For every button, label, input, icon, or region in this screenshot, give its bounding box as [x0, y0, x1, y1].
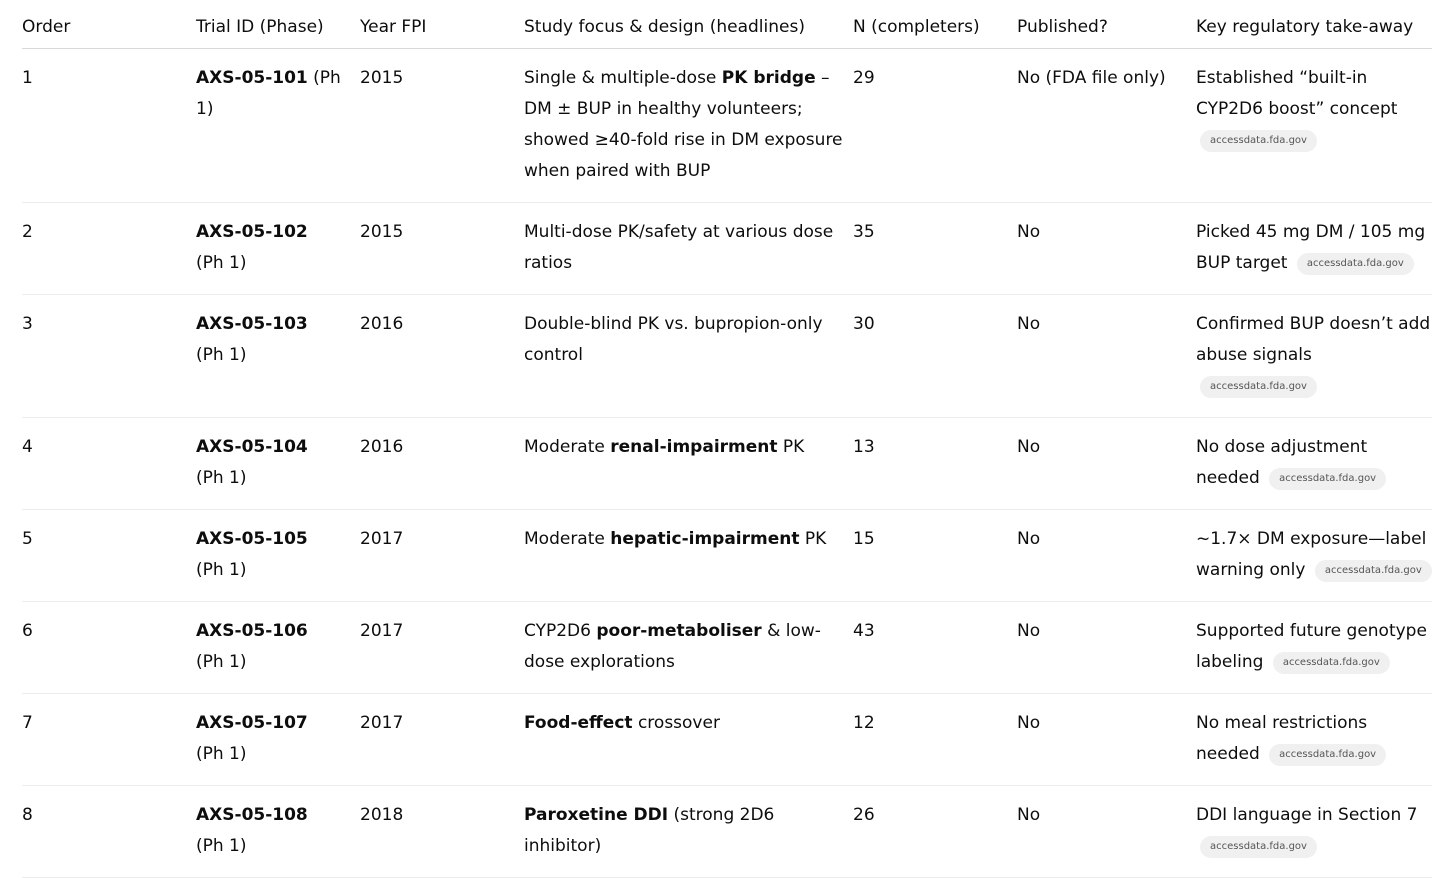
focus-highlight: renal-impairment [610, 436, 778, 457]
order-cell: 6 [22, 601, 196, 693]
trial-id-cell [196, 693, 360, 785]
table-body [22, 48, 1432, 877]
year-cell: 2018 [360, 785, 524, 877]
year-cell: 2017 [360, 693, 524, 785]
focus-text: CYP2D6 [524, 620, 597, 641]
trial-id-cell [196, 601, 360, 693]
trial-phase: (Ph 1) [196, 344, 247, 365]
year-cell: 2016 [360, 294, 524, 417]
order-cell: 8 [22, 785, 196, 877]
source-citation-chip[interactable]: accessdata.fda.gov [1200, 376, 1317, 398]
n-cell: 29 [853, 48, 1017, 202]
focus-text-tail: PK [799, 528, 827, 549]
focus-cell [524, 601, 853, 693]
order-cell: 5 [22, 509, 196, 601]
trial-phase: (Ph 1) [196, 252, 247, 273]
source-citation-chip[interactable]: accessdata.fda.gov [1297, 253, 1414, 275]
regulatory-cell [1196, 294, 1432, 417]
trial-id: AXS-05-106 [196, 620, 308, 641]
trial-id-cell [196, 509, 360, 601]
trial-phase: (Ph 1) [196, 467, 247, 488]
regulatory-text: Supported future genotype labeling [1196, 620, 1427, 672]
focus-text: Moderate [524, 436, 611, 457]
focus-text: Multi-dose PK/safety at various dose ratios [524, 221, 834, 273]
focus-text-tail: PK [777, 436, 805, 457]
regulatory-text: DDI language in Section 7 [1196, 804, 1418, 825]
order-cell: 4 [22, 417, 196, 509]
published-cell: No (FDA file only) [1017, 48, 1196, 202]
published-cell: No [1017, 509, 1196, 601]
regulatory-cell [1196, 785, 1432, 877]
focus-highlight: Paroxetine DDI [524, 804, 669, 825]
n-cell: 35 [853, 202, 1017, 294]
year-cell: 2017 [360, 601, 524, 693]
source-citation-chip[interactable]: accessdata.fda.gov [1200, 836, 1317, 858]
published-cell: No [1017, 785, 1196, 877]
trial-id-cell [196, 785, 360, 877]
focus-text-tail: crossover [632, 712, 720, 733]
focus-text: Double-blind PK vs. bupropion-only control [524, 313, 823, 365]
year-cell: 2017 [360, 509, 524, 601]
trial-id: AXS-05-108 [196, 804, 308, 825]
trial-id: AXS-05-103 [196, 313, 308, 334]
year-cell: 2015 [360, 202, 524, 294]
regulatory-text: Confirmed BUP doesn’t add abuse signals [1196, 313, 1431, 365]
published-cell: No [1017, 601, 1196, 693]
trial-id: AXS-05-101 [196, 67, 308, 88]
trial-id: AXS-05-102 [196, 221, 308, 242]
regulatory-cell [1196, 509, 1432, 601]
published-cell: No [1017, 202, 1196, 294]
regulatory-text: No meal restrictions needed [1196, 712, 1368, 764]
header-trial-id: Trial ID (Phase) [196, 0, 360, 48]
trial-phase: (Ph 1) [196, 743, 247, 764]
order-cell: 3 [22, 294, 196, 417]
focus-text-tail: & low-dose explorations [524, 620, 821, 672]
table-row [22, 48, 1432, 202]
regulatory-text: No dose adjustment needed [1196, 436, 1368, 488]
table-row [22, 601, 1432, 693]
source-citation-chip[interactable]: accessdata.fda.gov [1269, 468, 1386, 490]
regulatory-text: Established “built-in CYP2D6 boost” concept [1196, 67, 1398, 119]
n-cell: 12 [853, 693, 1017, 785]
n-cell: 26 [853, 785, 1017, 877]
regulatory-text: ~1.7× DM exposure—label warning only [1196, 528, 1427, 580]
focus-highlight: poor-metaboliser [596, 620, 762, 641]
focus-cell [524, 693, 853, 785]
trial-id: AXS-05-104 [196, 436, 308, 457]
source-citation-chip[interactable]: accessdata.fda.gov [1200, 130, 1317, 152]
header-focus: Study focus & design (headlines) [524, 0, 853, 48]
focus-highlight: hepatic-impairment [610, 528, 800, 549]
trials-table [22, 0, 1432, 878]
n-cell: 43 [853, 601, 1017, 693]
table-header [22, 0, 1432, 48]
focus-cell [524, 785, 853, 877]
focus-cell [524, 417, 853, 509]
order-cell: 2 [22, 202, 196, 294]
n-cell: 30 [853, 294, 1017, 417]
focus-cell [524, 48, 853, 202]
regulatory-cell [1196, 202, 1432, 294]
header-order: Order [22, 0, 196, 48]
header-regulatory: Key regulatory take-away [1196, 0, 1432, 48]
n-cell: 13 [853, 417, 1017, 509]
table-row [22, 202, 1432, 294]
published-cell: No [1017, 294, 1196, 417]
header-row [22, 0, 1432, 48]
published-cell: No [1017, 693, 1196, 785]
source-citation-chip[interactable]: accessdata.fda.gov [1273, 652, 1390, 674]
year-cell: 2016 [360, 417, 524, 509]
regulatory-text: Picked 45 mg DM / 105 mg BUP target [1196, 221, 1426, 273]
n-cell: 15 [853, 509, 1017, 601]
trial-phase: (Ph 1) [196, 67, 341, 119]
focus-highlight: PK bridge [721, 67, 816, 88]
trial-phase: (Ph 1) [196, 651, 247, 672]
trial-phase: (Ph 1) [196, 835, 247, 856]
focus-cell [524, 202, 853, 294]
table-row [22, 417, 1432, 509]
regulatory-cell [1196, 693, 1432, 785]
header-year: Year FPI [360, 0, 524, 48]
published-cell: No [1017, 417, 1196, 509]
header-n: N (completers) [853, 0, 1017, 48]
table-row [22, 294, 1432, 417]
table-row [22, 509, 1432, 601]
order-cell: 7 [22, 693, 196, 785]
trial-id-cell [196, 48, 360, 202]
focus-highlight: Food-effect [524, 712, 633, 733]
trial-id-cell [196, 417, 360, 509]
year-cell: 2015 [360, 48, 524, 202]
focus-cell [524, 509, 853, 601]
focus-text-tail: (strong 2D6 inhibitor) [524, 804, 775, 856]
source-citation-chip[interactable]: accessdata.fda.gov [1269, 744, 1386, 766]
trial-id: AXS-05-105 [196, 528, 308, 549]
source-citation-chip[interactable]: accessdata.fda.gov [1315, 560, 1432, 582]
trial-id-cell [196, 202, 360, 294]
regulatory-cell [1196, 601, 1432, 693]
regulatory-cell [1196, 417, 1432, 509]
focus-cell [524, 294, 853, 417]
header-published: Published? [1017, 0, 1196, 48]
table-row [22, 785, 1432, 877]
focus-text-tail: – DM ± BUP in healthy volunteers; showed ≥40-fold rise in DM exposure when paired with BUP [524, 67, 843, 181]
focus-text: Moderate [524, 528, 611, 549]
trial-id-cell [196, 294, 360, 417]
regulatory-cell [1196, 48, 1432, 202]
order-cell: 1 [22, 48, 196, 202]
trial-id: AXS-05-107 [196, 712, 308, 733]
focus-text: Single & multiple-dose [524, 67, 722, 88]
trial-phase: (Ph 1) [196, 559, 247, 580]
table-row [22, 693, 1432, 785]
